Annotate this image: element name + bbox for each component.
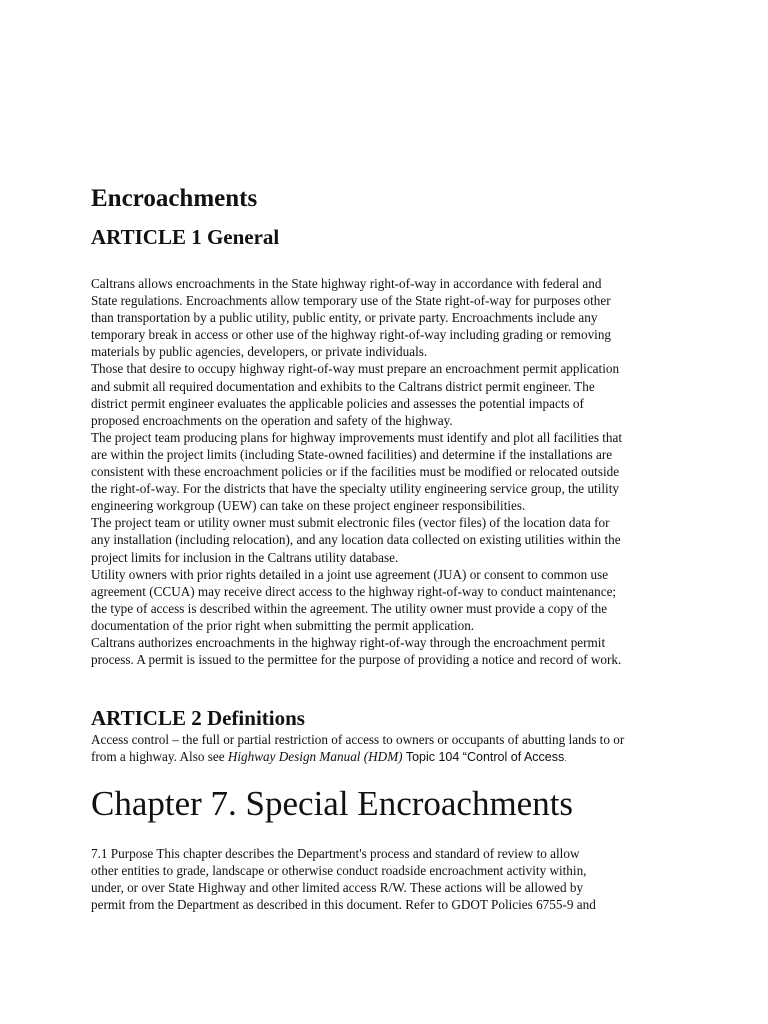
article-1-line: the type of access is described within the agreement. The utility owner must provide a copy of the bbox=[91, 600, 608, 616]
topic-reference: Topic 104 “Control of Access bbox=[402, 750, 565, 765]
chapter-7-line: other entities to grade, landscape or otherwise conduct roadside encroachment activity within, bbox=[91, 863, 587, 879]
hdm-reference: Highway Design Manual (HDM) bbox=[227, 749, 403, 765]
chapter-7-heading: Chapter 7. Special Encroachments bbox=[91, 784, 574, 823]
article-1-line: district permit engineer evaluates the applicable policies and assesses the potential impacts of bbox=[91, 395, 584, 411]
document-title: Encroachments bbox=[91, 185, 258, 212]
article-1-line: are within the project limits (including State-owned facilities) and determine if the installations are bbox=[91, 446, 613, 462]
chapter-7-line: 7.1 Purpose This chapter describes the Department's process and standard of review to allow bbox=[91, 846, 580, 861]
article-1-line: the right-of-way. For the districts that have the specialty utility engineering service group, the utility bbox=[91, 481, 619, 497]
article-2-heading: ARTICLE 2 Definitions bbox=[91, 706, 305, 730]
article-1-line: State regulations. Encroachments allow temporary use of the State right-of-way for purposes other bbox=[91, 293, 611, 309]
article-1-line: The project team producing plans for highway improvements must identify and plot all facilities that bbox=[91, 429, 623, 445]
article-1-line: engineering workgroup (UEW) can take on these project engineer responsibilities. bbox=[91, 498, 526, 514]
definition-end: . bbox=[564, 754, 567, 764]
article-1-line: agreement (CCUA) may receive direct access to the highway right-of-way to conduct maintenance; bbox=[91, 583, 617, 599]
article-1-line: The project team or utility owner must submit electronic files (vector files) of the location data for bbox=[91, 515, 610, 531]
article-1-line: documentation of the prior right when submitting the permit application. bbox=[91, 617, 475, 633]
chapter-7-line: under, or over State Highway and other limited access R/W. These actions will be allowed by bbox=[91, 880, 584, 896]
article-1-body bbox=[91, 275, 691, 668]
article-1-line: proposed encroachments on the operation and safety of the highway. bbox=[91, 412, 453, 428]
article-1-line: materials by public agencies, developers, or private individuals. bbox=[91, 344, 428, 360]
article-1-line: Caltrans authorizes encroachments in the highway right-of-way through the encroachment permit bbox=[91, 634, 606, 650]
definition-prefix: from a highway. Also see bbox=[91, 749, 228, 765]
definition-line: Access control – the full or partial restriction of access to owners or occupants of abutting lands to or bbox=[91, 732, 625, 747]
article-2-definition bbox=[91, 731, 691, 767]
article-1-line: and submit all required documentation and exhibits to the Caltrans district permit engineer. The bbox=[91, 378, 595, 394]
article-1-line: any installation (including relocation), and any location data collected on existing utilities within the bbox=[91, 532, 621, 548]
article-1-line: than transportation by a public utility, public entity, or private party. Encroachments include any bbox=[91, 310, 598, 326]
chapter-7-body bbox=[91, 845, 691, 913]
chapter-7-line: permit from the Department as described in this document. Refer to GDOT Policies 6755-9 and bbox=[91, 897, 596, 913]
definition-line-2 bbox=[91, 748, 691, 767]
article-1-line: Those that desire to occupy highway right-of-way must prepare an encroachment permit application bbox=[91, 361, 620, 377]
article-1-line: temporary break in access or other use of the highway right-of-way including grading or removing bbox=[91, 327, 612, 343]
article-1-line: project limits for inclusion in the Caltrans utility database. bbox=[91, 549, 399, 565]
article-1-line: process. A permit is issued to the permittee for the purpose of providing a notice and record of work. bbox=[91, 652, 622, 668]
article-1-line: Utility owners with prior rights detailed in a joint use agreement (JUA) or consent to common use bbox=[91, 566, 609, 582]
article-1-line: Caltrans allows encroachments in the State highway right-of-way in accordance with federal and bbox=[91, 276, 602, 291]
article-1-heading: ARTICLE 1 General bbox=[91, 225, 280, 249]
article-1-line: consistent with these encroachment policies or if the facilities must be modified or relocated outside bbox=[91, 464, 620, 480]
